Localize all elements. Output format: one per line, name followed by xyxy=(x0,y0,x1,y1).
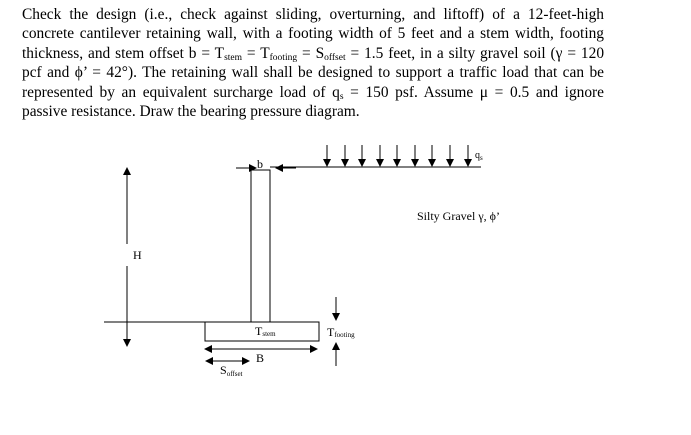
wall-stem xyxy=(251,170,270,322)
surcharge-arrows xyxy=(327,145,468,166)
label-s-offset: Soffset xyxy=(220,363,243,378)
label-qs: $q_s$ xyxy=(475,150,483,162)
label-t-stem: Tstem xyxy=(255,324,276,338)
problem-eq-1: = T xyxy=(242,44,270,62)
problem-text-1: Check the design (i.e., check against sliding, overturning, and liftoff) of a 12-feet-high concrete cantilever retaining wall, with a footing width of 5 feet and a stem width, footing thickness, and stem offset b = T xyxy=(22,6,604,62)
problem-text-3: = 150 psf. Assume μ = 0.5 and ignore passive resistance. Draw the bearing pressure diagram. xyxy=(22,83,604,121)
subscript-footing: footing xyxy=(269,52,298,63)
subscript-offset: offset xyxy=(324,52,346,63)
subscript-s: s xyxy=(339,91,344,102)
subscript-stem: stem xyxy=(224,52,243,63)
problem-eq-2: = S xyxy=(297,44,325,62)
problem-text-2: = 1.5 feet, in a silty gravel soil (γ = 120 pcf and ϕ’ = 42°). The retaining wall shall be designed to support a traffic load that can be represented by an equivalent surcharge load of q xyxy=(22,44,605,101)
label-b: b xyxy=(257,157,263,171)
label-t-footing: Tfooting xyxy=(327,325,355,339)
label-soil: Silty Gravel γ, ϕ’ xyxy=(417,209,500,223)
label-B: B xyxy=(256,351,265,365)
label-H: H xyxy=(133,248,142,262)
